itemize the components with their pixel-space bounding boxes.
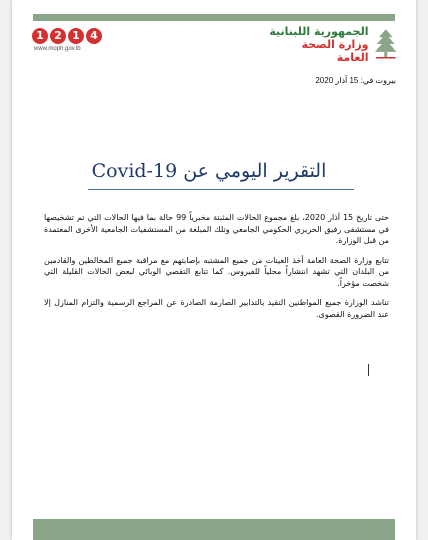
header-band <box>33 14 395 21</box>
document-page <box>12 0 416 540</box>
report-date: بيروت في: 15 آذار 2020 <box>315 76 396 85</box>
republic-name: الجمهورية اللبنانية <box>269 24 369 38</box>
hotline-digit: 2 <box>50 28 66 44</box>
ministry-title: وزارة الصحة العامة <box>301 37 369 64</box>
ministry-logo <box>268 24 398 64</box>
paragraph: تناشد الوزارة جميع المواطنين التقيد بالتدابير الصارمة الصادرة عن المراجع الرسمية والتزام المنازل إلا عند الضرورة القصوى. <box>44 298 389 319</box>
cedar-icon <box>373 27 399 61</box>
hotline-logo <box>32 28 128 70</box>
footer-band <box>33 519 395 540</box>
paragraph: تتابع وزارة الصحة العامة أخذ العينات من جميع المشتبه بإصابتهم مع مراقبة جميع المخالطين والقادمين من البلدان التي تشهد انتشاراً محلياً للفيروس. كما تتابع التقصي الوبائي لبعض الحالات القليلة التي شخصت مؤخراً. <box>44 255 389 288</box>
hotline-digit: 1 <box>68 28 84 44</box>
website-url: www.moph.gov.lb <box>34 46 81 52</box>
report-body <box>44 212 389 328</box>
hotline-number <box>32 28 128 44</box>
ministry-name <box>268 25 369 64</box>
text-cursor <box>368 364 369 376</box>
hotline-digit: 1 <box>32 28 48 44</box>
hotline-digit: 4 <box>86 28 102 44</box>
paragraph: حتى تاريخ 15 آذار 2020، بلغ مجموع الحالات المثبتة مخبرياً 99 حالة بما فيها الحالات التي تم تشخيصها في مستشفى رفيق الحريري الحكومي الجامعي وتلك المبلغة من المستشفيات الجامعية الأخرى المعتمدة من قبل الوزارة. <box>44 213 389 245</box>
page-title: التقرير اليومي عن Covid-19 <box>91 160 327 182</box>
title-underline <box>88 189 354 190</box>
